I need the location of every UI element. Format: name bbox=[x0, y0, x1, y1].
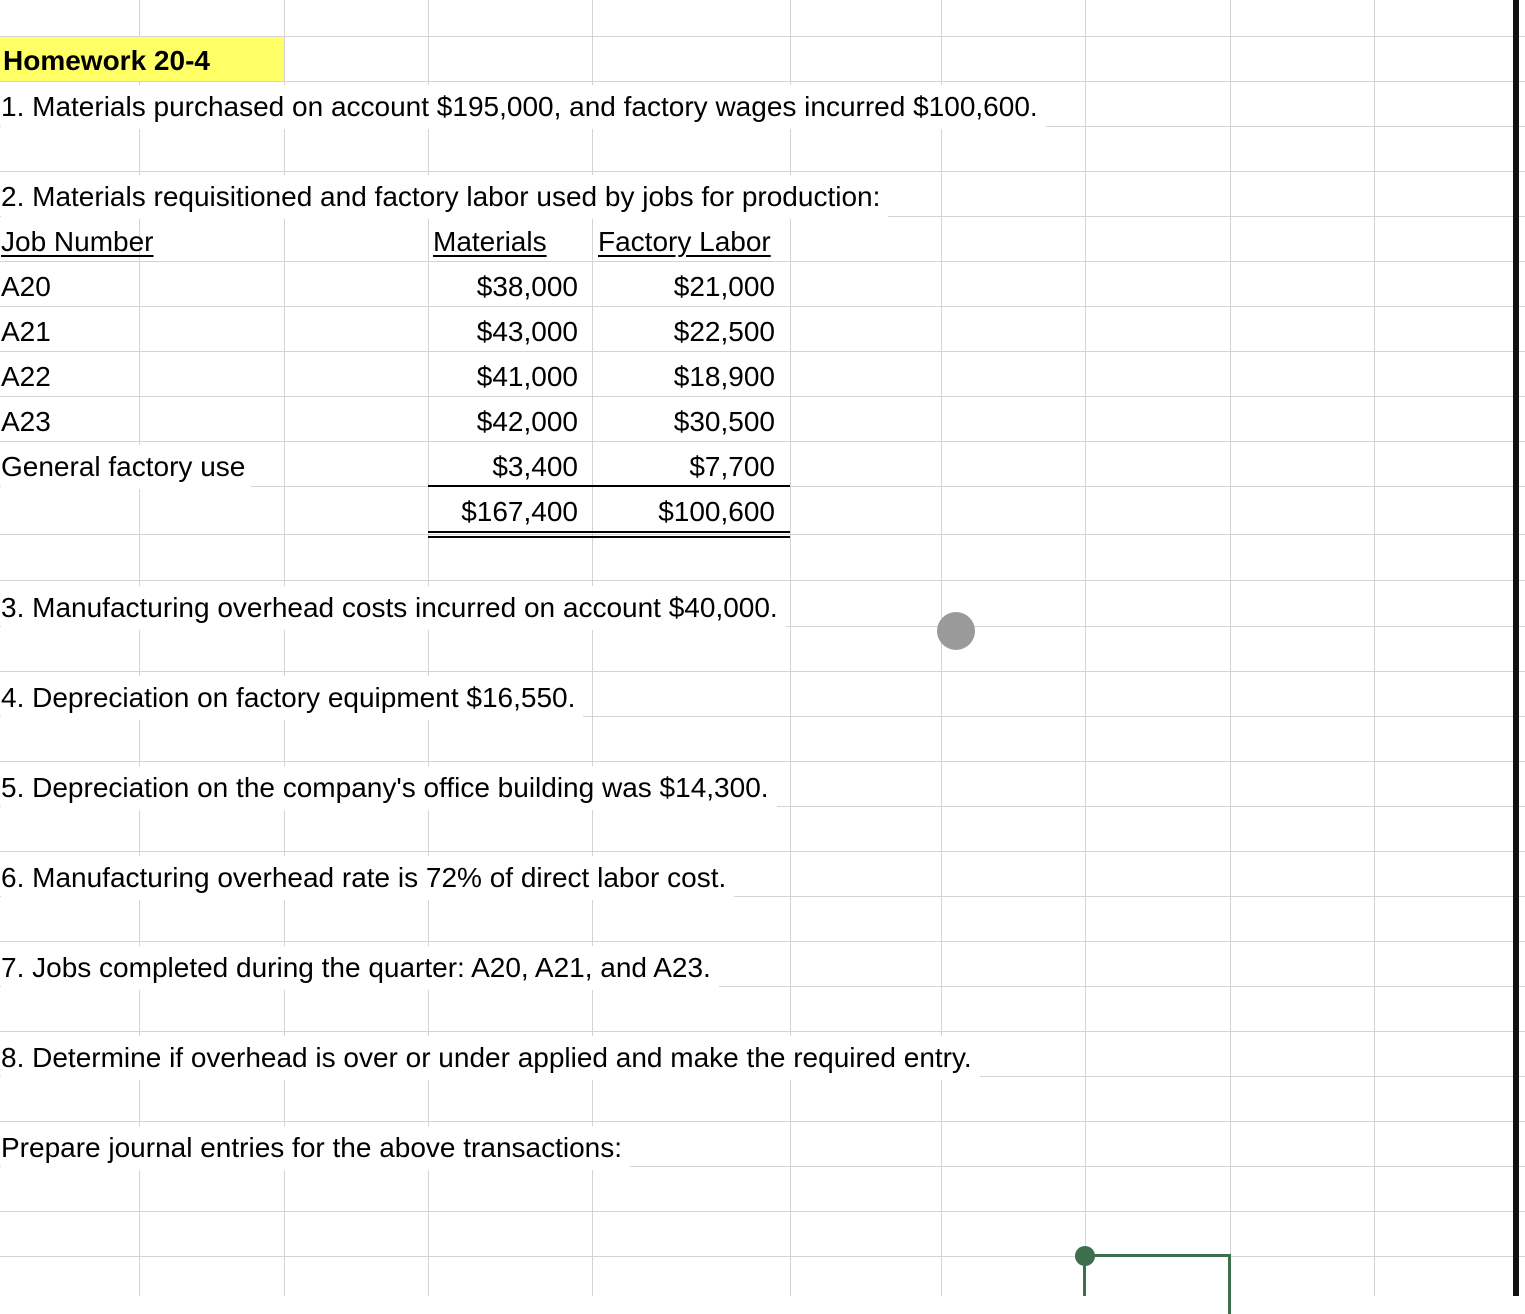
labor-cell[interactable]: $30,500 bbox=[673, 406, 775, 437]
job-number-cell[interactable]: A23 bbox=[1, 406, 51, 437]
labor-total-cell[interactable]: $100,600 bbox=[658, 496, 775, 527]
row-gridline bbox=[0, 580, 1525, 581]
homework-title-cell[interactable]: Homework 20-4 bbox=[0, 37, 284, 81]
job-number-cell[interactable]: A21 bbox=[1, 316, 51, 347]
header-factory-labor[interactable]: Factory Labor bbox=[598, 226, 771, 257]
labor-cell[interactable]: $21,000 bbox=[673, 271, 775, 302]
job-number-cell[interactable]: General factory use bbox=[1, 445, 251, 489]
column-gridline bbox=[1230, 0, 1231, 1296]
row-gridline bbox=[0, 1256, 1525, 1257]
job-number-cell[interactable]: A20 bbox=[1, 271, 51, 302]
item-4-cell[interactable]: 4. Depreciation on factory equipment $16,550. bbox=[1, 676, 583, 720]
materials-cell[interactable]: $3,400 bbox=[492, 451, 578, 482]
item-2-cell[interactable]: 2. Materials requisitioned and factory labor used by jobs for production: bbox=[1, 175, 888, 219]
total-top-border bbox=[428, 485, 790, 487]
row-gridline bbox=[0, 761, 1525, 762]
row-gridline bbox=[0, 1121, 1525, 1122]
column-gridline bbox=[941, 0, 942, 1296]
item-5-cell[interactable]: 5. Depreciation on the company's office building was $14,300. bbox=[1, 766, 777, 810]
materials-cell[interactable]: $38,000 bbox=[476, 271, 578, 302]
row-gridline bbox=[0, 941, 1525, 942]
labor-cell[interactable]: $22,500 bbox=[673, 316, 775, 347]
cell-selection-box[interactable] bbox=[1085, 1254, 1231, 1314]
row-gridline bbox=[0, 671, 1525, 672]
row-gridline bbox=[0, 1031, 1525, 1032]
window-edge-border bbox=[1513, 0, 1519, 1296]
item-7-cell[interactable]: 7. Jobs completed during the quarter: A20, A21, and A23. bbox=[1, 946, 719, 990]
row-gridline bbox=[0, 534, 1525, 535]
row-gridline bbox=[0, 171, 1525, 172]
materials-cell[interactable]: $43,000 bbox=[476, 316, 578, 347]
job-number-cell[interactable]: A22 bbox=[1, 361, 51, 392]
row-gridline bbox=[0, 851, 1525, 852]
prepare-entries-cell[interactable]: Prepare journal entries for the above transactions: bbox=[1, 1126, 630, 1170]
header-job-number[interactable]: Job Number bbox=[1, 226, 154, 257]
selection-handle-icon[interactable] bbox=[1075, 1246, 1095, 1266]
row-gridline bbox=[0, 81, 1525, 82]
column-gridline bbox=[1374, 0, 1375, 1296]
labor-cell[interactable]: $7,700 bbox=[689, 451, 775, 482]
materials-total-cell[interactable]: $167,400 bbox=[461, 496, 578, 527]
total-double-underline bbox=[428, 531, 790, 533]
item-8-cell[interactable]: 8. Determine if overhead is over or under applied and make the required entry. bbox=[1, 1036, 980, 1080]
header-materials[interactable]: Materials bbox=[433, 226, 547, 257]
total-double-underline bbox=[428, 536, 790, 538]
materials-cell[interactable]: $42,000 bbox=[476, 406, 578, 437]
labor-cell[interactable]: $18,900 bbox=[673, 361, 775, 392]
materials-cell[interactable]: $41,000 bbox=[476, 361, 578, 392]
row-gridline bbox=[0, 1211, 1525, 1212]
item-3-cell[interactable]: 3. Manufacturing overhead costs incurred on account $40,000. bbox=[1, 586, 786, 630]
item-6-cell[interactable]: 6. Manufacturing overhead rate is 72% of direct labor cost. bbox=[1, 856, 734, 900]
cell-selection-left-edge bbox=[1083, 1266, 1086, 1296]
column-gridline bbox=[1085, 0, 1086, 1296]
pointer-cursor-dot bbox=[937, 612, 975, 650]
item-1-cell[interactable]: 1. Materials purchased on account $195,000, and factory wages incurred $100,600. bbox=[1, 85, 1046, 129]
